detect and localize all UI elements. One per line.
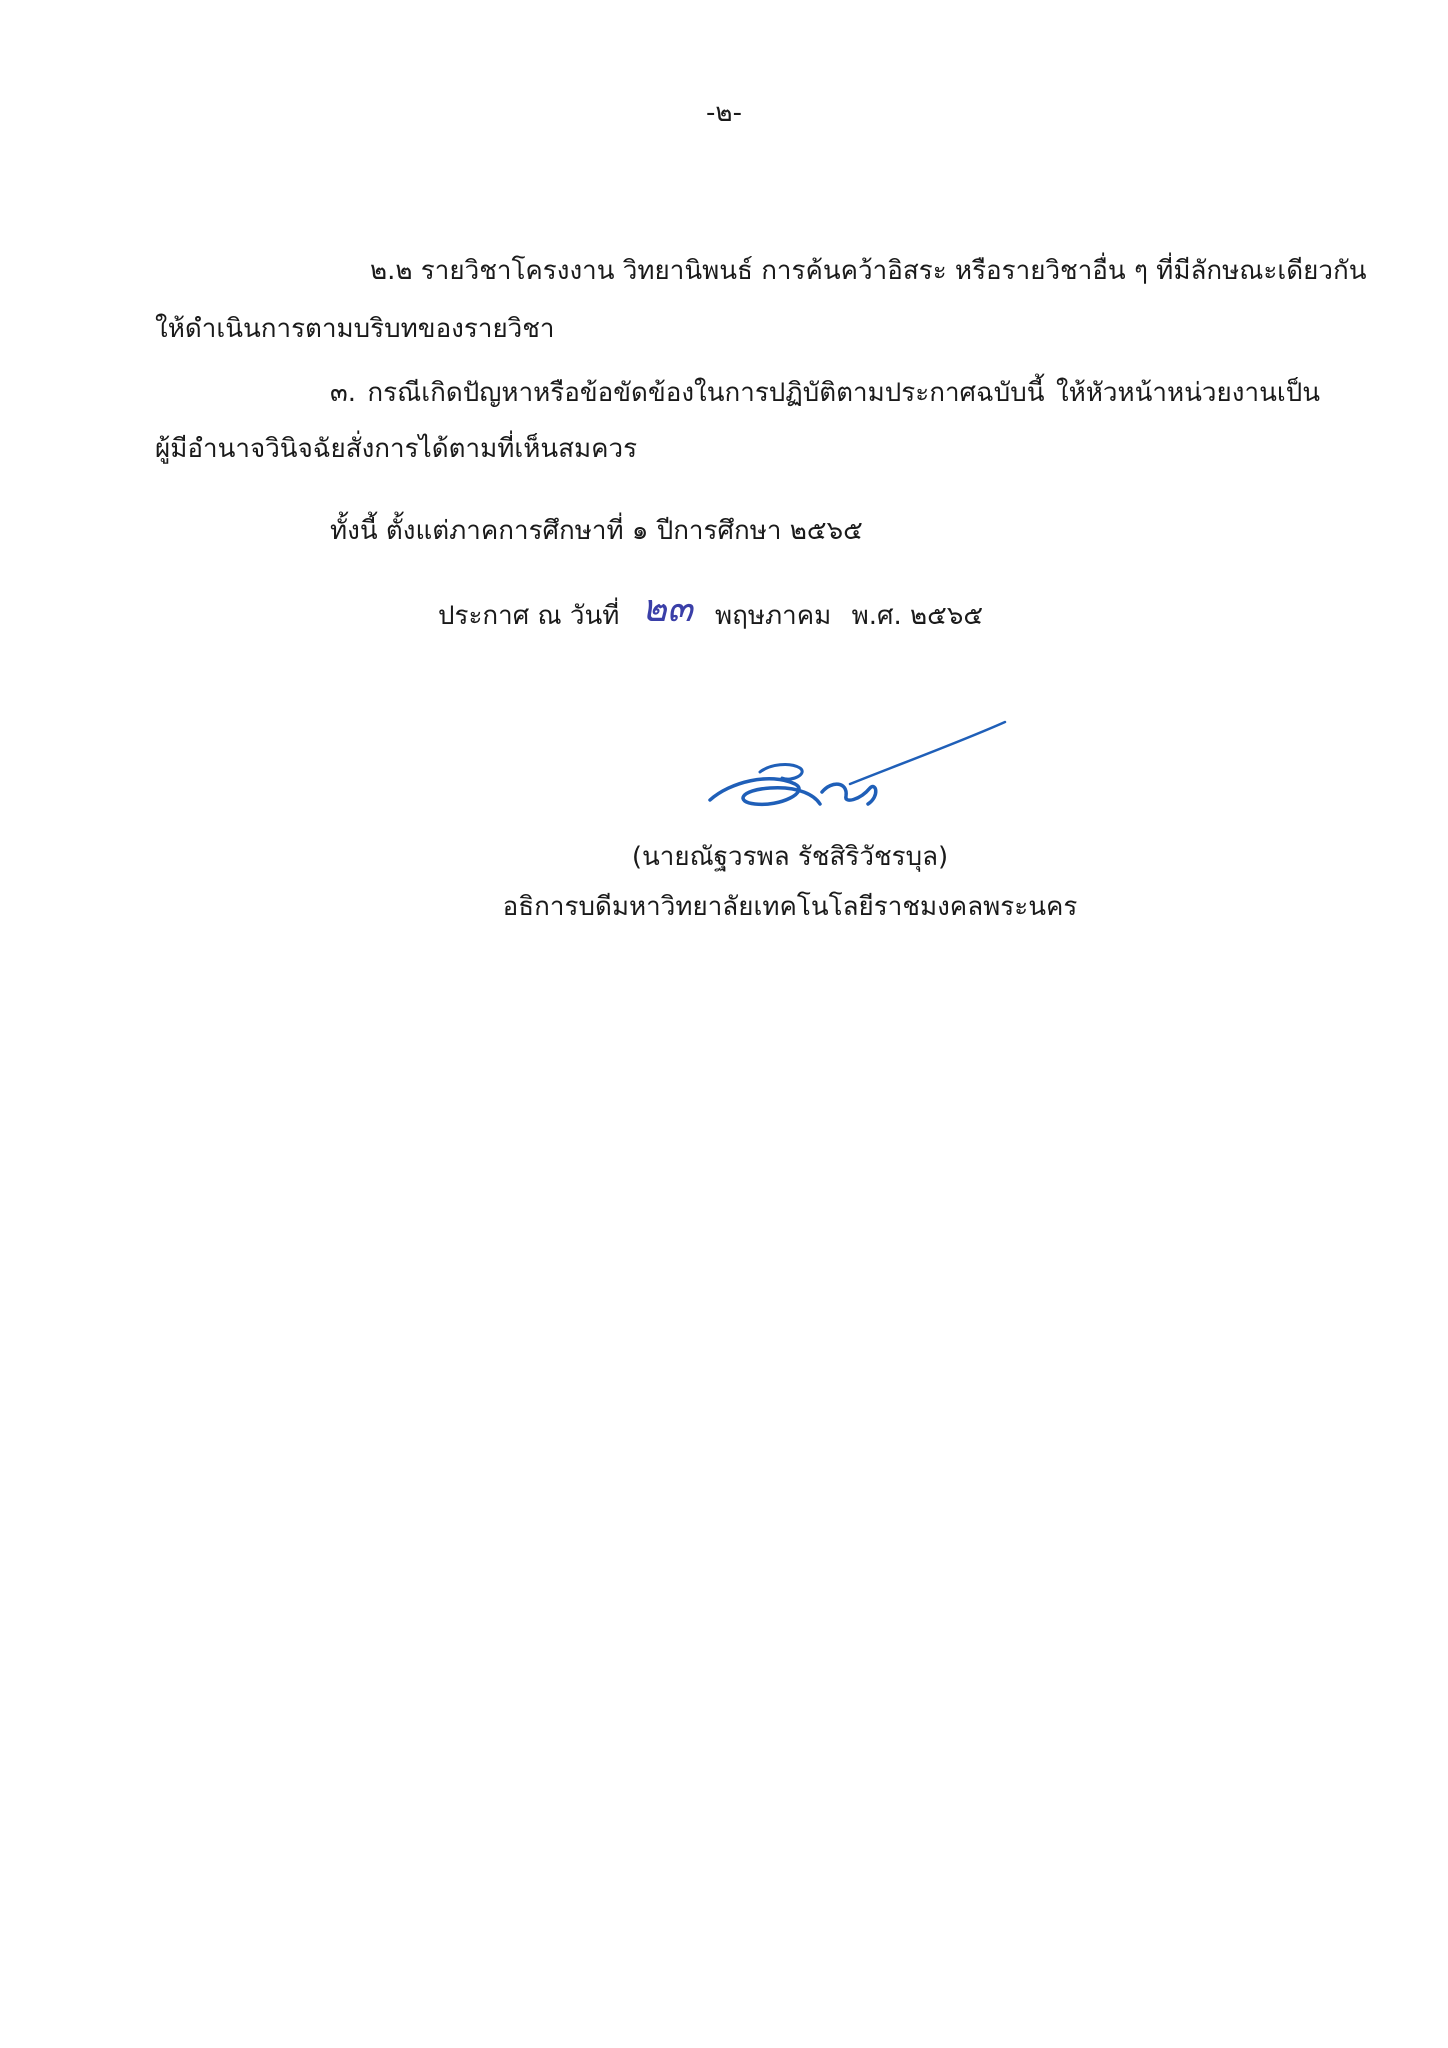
clause-3-line-2: ผู้มีอำนาจวินิจฉัยสั่งการได้ตามที่เห็นสมควร xyxy=(155,434,638,464)
clause-3-line-1: ๓. กรณีเกิดปัญหาหรือข้อขัดข้องในการปฏิบัติตามประกาศฉบับนี้ ให้หัวหน้าหน่วยงานเป็น xyxy=(330,378,1320,408)
date-prefix: ประกาศ ณ วันที่ xyxy=(438,601,620,631)
effective-statement: ทั้งนี้ ตั้งแต่ภาคการศึกษาที่ ๑ ปีการศึกษา ๒๕๖๕ xyxy=(330,516,863,546)
clause-2-2-line-1: ๒.๒ รายวิชาโครงงาน วิทยานิพนธ์ การค้นคว้าอิสระ หรือรายวิชาอื่น ๆ ที่มีลักษณะเดียวกัน xyxy=(370,256,1367,286)
clause-2-2-line-2: ให้ดำเนินการตามบริบทของรายวิชา xyxy=(155,314,555,344)
date-month: พฤษภาคม xyxy=(715,601,832,631)
date-day-handwritten: ๒๓ xyxy=(641,586,693,630)
signatory-name: (นายณัฐวรพล รัชสิริวัชรบุล) xyxy=(631,842,949,872)
page-number: -๒- xyxy=(706,98,742,128)
announcement-date xyxy=(438,586,984,633)
signature-image xyxy=(700,712,1020,822)
signatory-title: อธิการบดีมหาวิทยาลัยเทคโนโลยีราชมงคลพระนคร xyxy=(502,892,1078,922)
date-year: พ.ศ. ๒๕๖๕ xyxy=(851,601,984,631)
